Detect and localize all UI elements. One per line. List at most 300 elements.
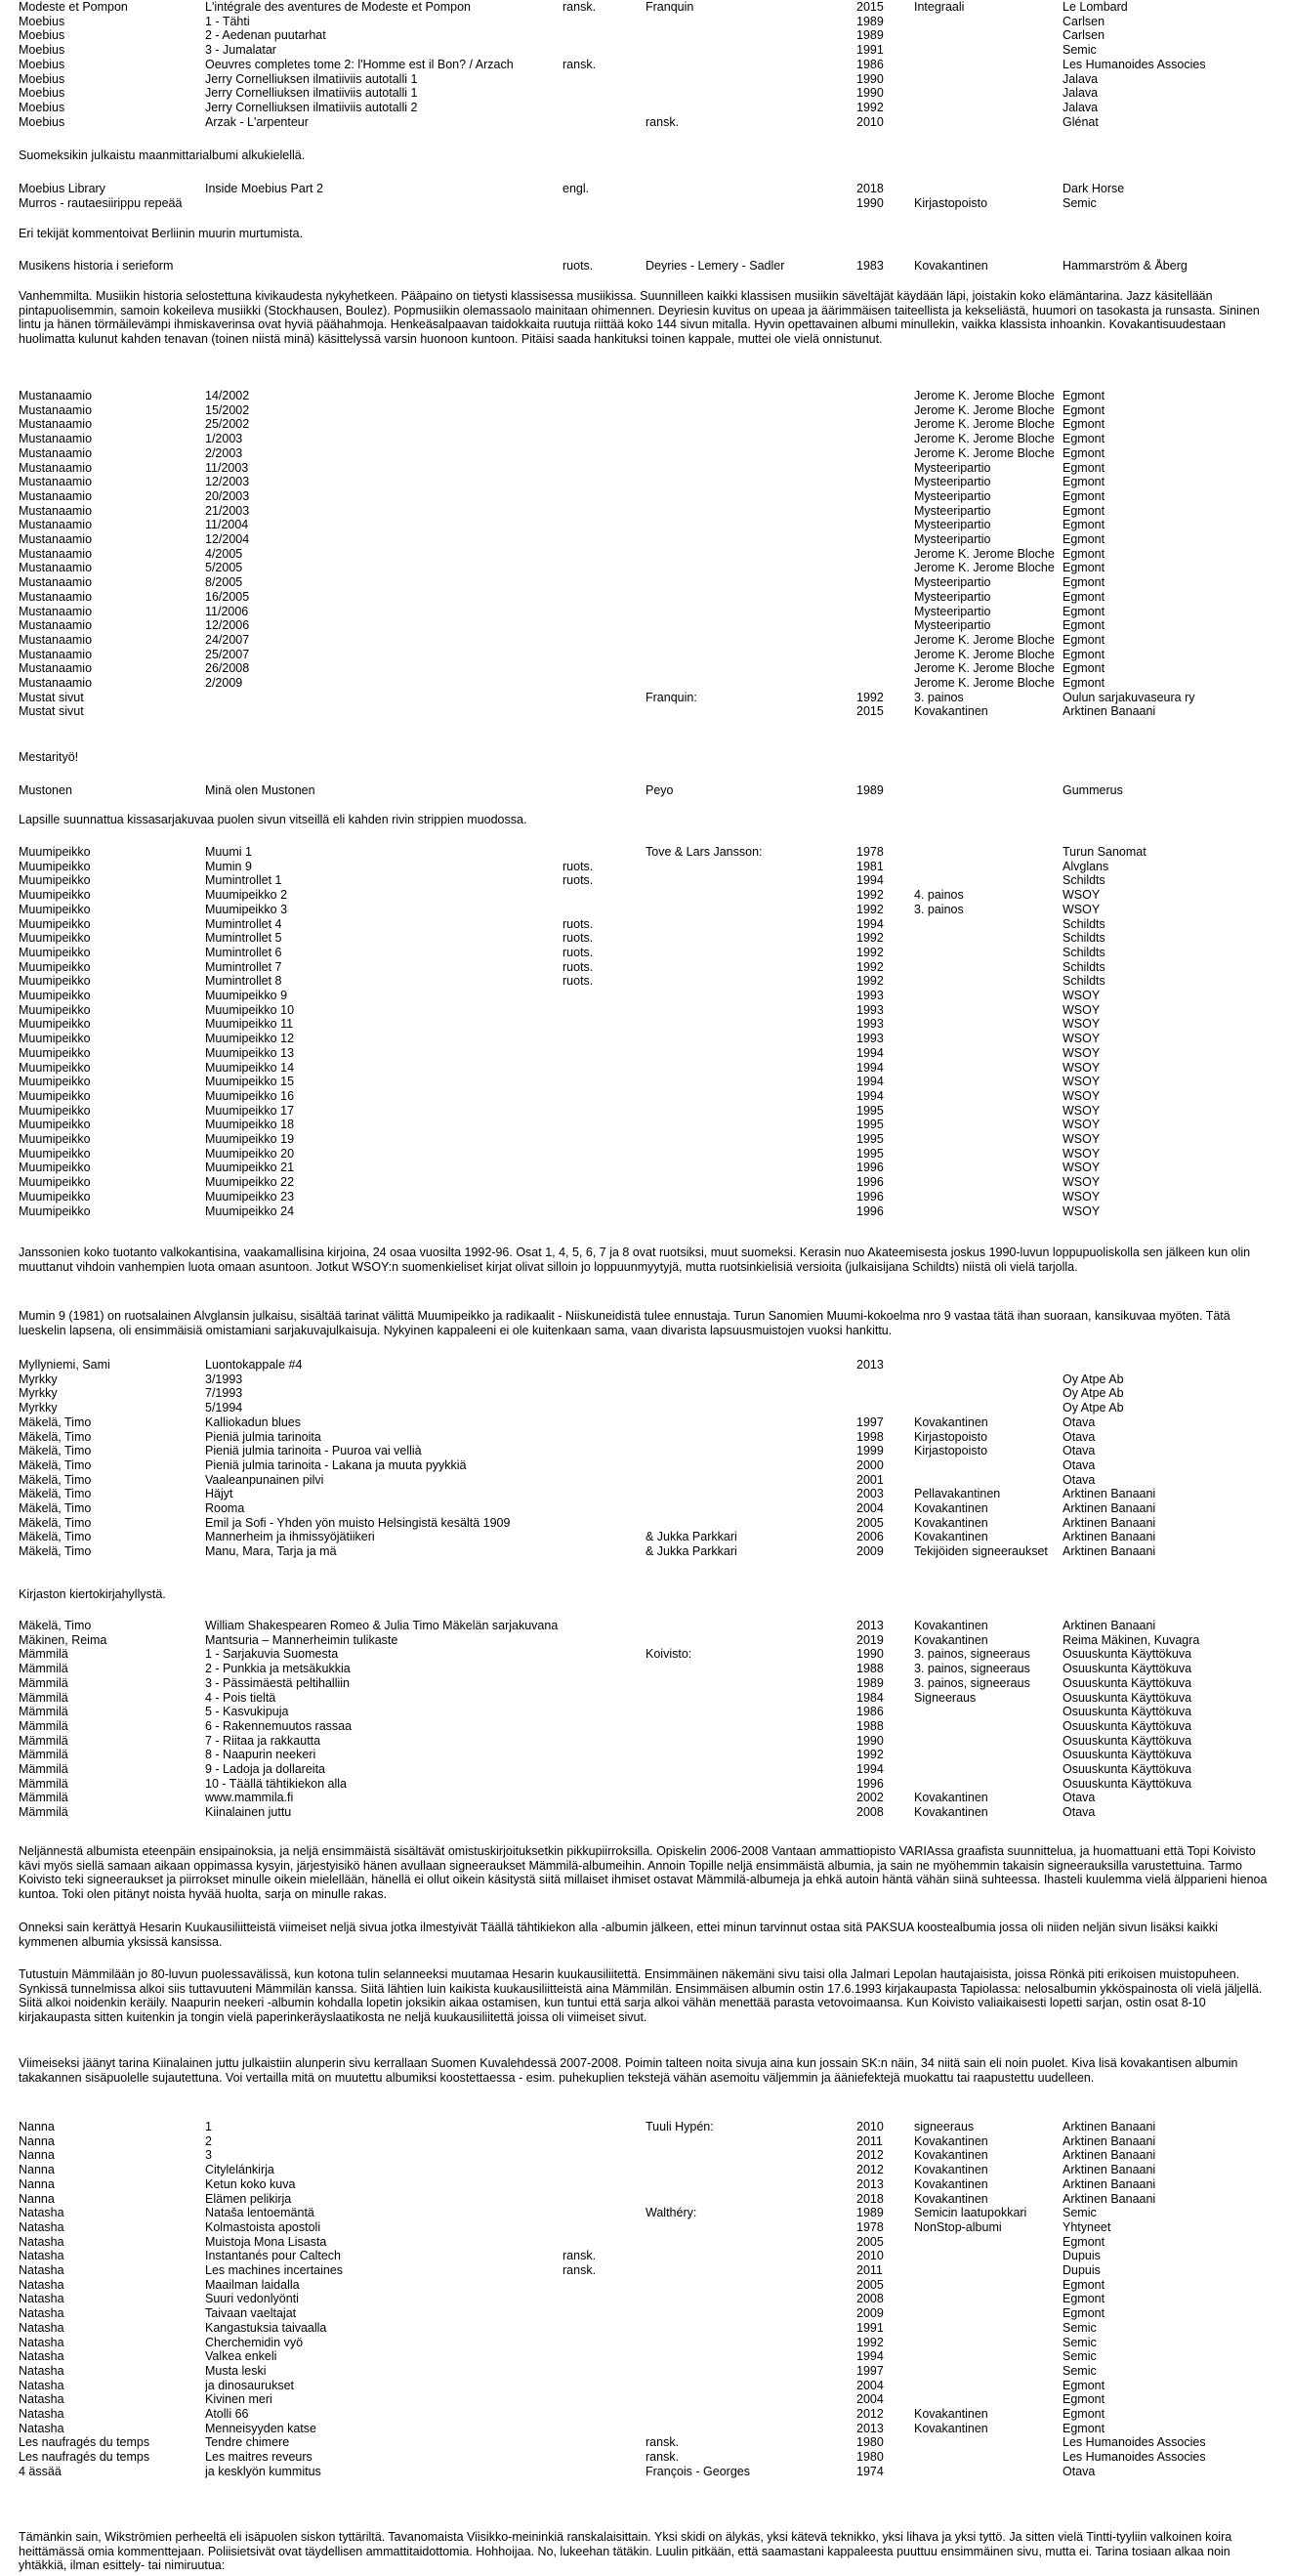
table-cell [914,946,1063,960]
table-cell [646,2263,856,2278]
table-cell: Moebius [19,86,65,101]
table-cell: Kovakantinen [914,1501,988,1516]
table-cell: Semic [1063,195,1097,210]
table-cell: Mämmilä [19,1705,68,1719]
table-cell: 1996 [856,1189,884,1204]
table-cell [563,446,646,461]
table-cell: 1992 [856,1748,884,1762]
table-cell: Moebius [19,114,65,129]
table-cell: Yhtyneet [1063,2219,1111,2234]
table-cell [914,845,1063,860]
table-cell [563,575,646,590]
table-cell: Muistoja Mona Lisasta [205,2234,327,2249]
table-cell [856,661,914,676]
table-row [19,417,1278,432]
table-cell: 1990 [856,71,884,86]
table-cell [646,989,856,1003]
table-row [19,2379,1278,2393]
table-cell: Mäkelä, Timo [19,1619,92,1632]
table-cell [646,1676,856,1691]
table-cell: Muumipeikko [19,1146,91,1161]
table-row [19,917,1278,932]
table-cell: Egmont [1063,488,1105,503]
table-cell [914,1748,1063,1762]
table-cell: 3. painos [914,690,964,704]
table-cell: Mustanaamio [19,475,93,489]
table-cell [914,1762,1063,1777]
table-cell: Pieniä julmia tarinoita [205,1429,321,1444]
table-cell [646,2134,856,2149]
table-row [19,15,1278,29]
table-cell: ransk. [646,2450,680,2465]
table-cell [646,86,856,101]
table-cell: Muumipeikko [19,873,91,888]
table-row [19,2336,1278,2350]
table-cell: 2015 [856,704,884,719]
table-cell: 11/2004 [205,518,249,532]
table-row [19,1386,1278,1401]
table-cell: Semic [1063,2206,1097,2220]
table-row [19,989,1278,1003]
table-cell [914,101,1063,115]
table-cell: Muumipeikko 21 [205,1161,295,1175]
table-cell: Koivisto: [646,1647,692,1662]
table-row [19,605,1278,619]
table-cell [646,860,856,874]
table-cell: 1/2003 [205,432,243,446]
table-cell: ransk. [646,2435,680,2450]
table-cell: Kovakantinen [914,2191,988,2206]
table-cell [914,2321,1063,2336]
table-cell [914,1401,1063,1415]
table-cell: Muumipeikko 24 [205,1204,295,1218]
table-row [19,2306,1278,2321]
table-cell: Kovakantinen [914,2176,988,2191]
table-cell: ruots. [563,259,594,273]
table-row [19,461,1278,476]
table-cell: Franquin [646,0,694,14]
table-cell: Les machines incertaines [205,2263,344,2278]
table-cell [563,1444,646,1458]
table-cell: 1995 [856,1118,884,1132]
table-cell: Nanna [19,2176,55,2191]
table-cell: Myrkky [19,1401,58,1415]
table-cell: 1997 [856,2363,884,2378]
table-cell: WSOY [1063,1189,1101,1204]
table-cell: 1992 [856,100,884,114]
note-paragraph: Onneksi sain kerättyä Hesarin Kuukausiliitteistä viimeiset neljä sivua jotka ilmestyivät Täällä tähtikiekon alla -albumin jälkeen, ettei minun tarvinnut ostaa sitä PAKSUA koostealbumia jossa oli niiden neljän sivun lisäksi kaikki kymmenen albumia yksissä kansissa. [19,1921,1218,1949]
table-row [19,2163,1278,2177]
collection-table [19,2120,1278,2479]
table-cell: Mäkelä, Timo [19,1544,92,1559]
table-cell: 1992 [856,902,884,916]
table-cell [563,1017,646,1032]
table-cell [914,1473,1063,1488]
table-cell: Arktinen Banaani [1063,2176,1156,2191]
table-cell [563,1762,646,1777]
table-row [19,432,1278,446]
table-row [19,1204,1278,1219]
table-cell [563,1748,646,1762]
table-cell: Egmont [1063,575,1105,590]
table-cell [646,561,856,575]
table-cell: Mustanaamio [19,503,93,518]
table-cell [563,676,646,691]
table-cell [646,28,856,43]
table-row [19,2220,1278,2235]
table-cell: Egmont [1063,445,1105,460]
table-cell: Reima Mäkinen, Kuvagra [1063,1632,1200,1647]
table-cell [563,1358,646,1372]
table-cell: 4. painos [914,888,964,903]
table-cell [856,532,914,547]
table-cell: Mustanaamio [19,589,93,604]
table-cell: Nanna [19,2120,55,2133]
table-cell [563,86,646,101]
table-cell [914,917,1063,932]
table-row [19,1619,1278,1633]
table-row [19,2392,1278,2407]
table-cell: Les naufragés du temps [19,2435,150,2450]
table-row [19,532,1278,547]
collection-table [19,182,1278,210]
table-cell: Menneisyyden katse [205,2421,316,2435]
table-cell: 2003 [856,1487,884,1501]
table-cell: Mäkelä, Timo [19,1429,92,1444]
table-cell [914,2379,1063,2393]
table-cell [914,873,1063,888]
table-cell: 3. painos, signeeraus [914,1662,1030,1676]
table-cell: ransk. [563,2249,597,2263]
table-cell: Egmont [1063,618,1105,633]
table-cell: 14/2002 [205,389,250,402]
table-cell [646,676,856,691]
table-cell: ransk. [563,2263,597,2278]
table-cell [646,633,856,648]
table-cell: Jerome K. Jerome Bloche [914,546,1055,561]
table-cell: 2010 [856,2249,884,2263]
table-cell [205,196,563,211]
table-cell: Inside Moebius Part 2 [205,182,323,195]
table-cell: Egmont [1063,432,1105,446]
table-cell [914,1175,1063,1190]
table-cell [646,1791,856,1805]
table-cell [646,1061,856,1076]
table-cell: Oulun sarjakuvaseura ry [1063,690,1195,704]
table-cell: Valkea enkeli [205,2349,277,2364]
table-cell: 2008 [856,2292,884,2306]
collection-table [19,0,1278,129]
table-cell: 1992 [856,2335,884,2349]
table-cell [646,2235,856,2250]
table-cell: Taivaan vaeltajat [205,2306,297,2321]
table-cell: Mäkelä, Timo [19,1530,92,1544]
table-cell [563,1190,646,1204]
table-cell: Kalliokadun blues [205,1415,301,1429]
table-cell: Mysteeripartio [914,589,991,604]
table-cell [914,1132,1063,1147]
table-cell [563,1458,646,1473]
table-cell [914,2263,1063,2278]
table-cell [914,2292,1063,2306]
table-cell [646,1132,856,1147]
table-cell: Osuuskunta Käyttökuva [1063,1748,1192,1762]
table-cell [563,1075,646,1089]
table-cell: Muumipeikko [19,1060,91,1075]
table-row [19,2235,1278,2250]
table-cell [563,1487,646,1501]
table-row [19,2177,1278,2192]
table-cell: Tendre chimere [205,2435,290,2450]
table-cell: 3 [205,2148,212,2163]
table-cell [646,1430,856,1445]
table-row [19,2422,1278,2436]
table-cell: 1993 [856,1002,884,1017]
table-cell: 1978 [856,2219,884,2234]
table-cell [646,1104,856,1119]
table-cell [205,259,563,274]
table-cell: Manu, Mara, Tarja ja mä [205,1544,337,1559]
table-cell: 2009 [856,1544,884,1559]
table-cell: Myrkky [19,1372,58,1386]
table-cell: Ketun koko kuva [205,2176,296,2191]
table-cell [646,2192,856,2207]
table-cell [914,1458,1063,1473]
table-cell [646,1719,856,1734]
table-cell: 12/2003 [205,475,250,489]
table-row [19,1372,1278,1387]
table-cell [646,2349,856,2364]
table-cell: Mäkelä, Timo [19,1472,92,1487]
table-cell: 2004 [856,2392,884,2407]
table-cell: Muumipeikko [19,859,91,873]
note-paragraph: Janssonien koko tuotanto valkokantisina, vaakamallisina kirjoina, 24 osaa vuosilta 1992-96. Osat 1, 4, 5, 6, 7 ja 8 ovat ruotsiksi, muut suomeksi. Kerasin nuo Akateemisesta joskus 1990-luvun loppupuoliskolla sen jälkeen kun olin muuttanut vihdoin vanhempien luota omaan asuntoon. Jotkut WSOY:n suomenkieliset kirjat olivat silloin jo loppuunmyytyjä, mutta ruotsinkielisiä versioita (julkaisijana Schildts) niistä oli vielä tarjolla. [19,1246,1251,1274]
table-row [19,1633,1278,1648]
table-cell [563,475,646,489]
table-cell [563,547,646,562]
table-cell: ransk. [563,57,597,71]
table-row [19,783,1278,798]
table-cell: Kirjastopoisto [914,1429,988,1444]
table-cell: 24/2007 [205,632,250,647]
table-cell: 20/2003 [205,488,250,503]
table-cell: 1992 [856,974,884,989]
table-cell [646,618,856,633]
table-cell [563,618,646,633]
table-cell: Muumipeikko 10 [205,1002,295,1017]
table-cell: 1980 [856,2435,884,2450]
table-cell [646,1204,856,1219]
table-cell [914,2435,1063,2450]
table-cell: ruots. [563,931,594,946]
table-cell: 1988 [856,1718,884,1733]
table-cell [563,1676,646,1691]
table-cell [646,1444,856,1458]
table-cell: Tekijöiden signeeraukset [914,1544,1048,1559]
table-cell: Arktinen Banaani [1063,1501,1156,1516]
table-cell [914,1017,1063,1032]
table-cell: 2012 [856,2148,884,2163]
table-cell [563,2435,646,2450]
table-cell: Mämmilä [19,1647,68,1662]
table-cell: 1989 [856,14,884,28]
table-row [19,1501,1278,1516]
table-cell [646,58,856,72]
table-cell [646,960,856,975]
table-cell: Dupuis [1063,2263,1101,2278]
table-cell: Cherchemidin vyö [205,2335,304,2349]
table-cell [563,532,646,547]
table-cell: 1999 [856,1444,884,1458]
table-cell: 1980 [856,2450,884,2465]
table-cell [646,575,856,590]
table-cell: Tove & Lars Jansson: [646,845,763,859]
table-cell: Gummerus [1063,783,1123,797]
table-row [19,86,1278,101]
table-cell [563,2134,646,2149]
table-cell: Muumipeikko [19,945,91,959]
table-cell: ransk. [563,0,597,14]
note-paragraph: Mumin 9 (1981) on ruotsalainen Alvglansin julkaisu, sisältää tarinat välittä Muumipeikko ja radikaalit - Niiskuneidistä tulee ennustaja. Turun Sanomien Muumi-kokoelma nro 9 vastaa tätä ihan suoraan, kansikuvaa myöten. Tätä lueskelin lapsena, oli ensimmäisiä omistamiani sarjakuvajulkaisuja. Nykyinen kappaleeni ei ole kuitenkaan sama, vaan divarista lapsuusmuistojen vuoksi hankittu. [19,1309,1230,1337]
table-cell: Muumipeikko [19,931,91,946]
table-cell [646,2336,856,2350]
table-row [19,1748,1278,1762]
table-cell: Kiinalainen juttu [205,1805,292,1820]
table-cell: 2019 [856,1632,884,1647]
table-cell [563,1046,646,1061]
table-cell: 2013 [856,2176,884,2191]
table-row [19,2192,1278,2207]
table-cell [646,1705,856,1719]
table-cell [563,2278,646,2293]
table-cell [914,2336,1063,2350]
table-cell: 1983 [856,259,884,273]
table-cell: 2010 [856,2120,884,2133]
table-cell: 1994 [856,1060,884,1075]
table-cell: ruots. [563,859,594,873]
table-cell: Kovakantinen [914,2163,988,2177]
table-row [19,2249,1278,2263]
table-cell [856,547,914,562]
table-cell: 1990 [856,195,884,210]
table-cell [563,1647,646,1662]
table-cell: ruots. [563,974,594,989]
table-cell [856,504,914,519]
table-cell [646,43,856,58]
table-row [19,1430,1278,1445]
table-cell: WSOY [1063,1075,1101,1089]
table-cell: 2006 [856,1530,884,1544]
table-cell: & Jukka Parkkari [646,1530,737,1544]
table-cell: Oeuvres completes tome 2: l'Homme est il Bon? / Arzach [205,57,514,71]
table-cell [563,1501,646,1516]
table-cell: Mannerheim ja ihmissyöjätiikeri [205,1530,375,1544]
table-cell: Arktinen Banaani [1063,1619,1156,1632]
table-row [19,903,1278,917]
table-cell: & Jukka Parkkari [646,1544,737,1559]
table-cell: 1993 [856,1017,884,1032]
table-cell [646,1089,856,1104]
table-cell: Natasha [19,2263,64,2278]
table-cell: Peyo [646,783,674,797]
table-row [19,1003,1278,1018]
table-cell [856,605,914,619]
table-cell: Nataša lentoemäntä [205,2206,314,2220]
table-cell [563,605,646,619]
table-cell [646,2306,856,2321]
table-cell [856,417,914,432]
table-cell: Moebius [19,57,65,71]
table-cell [646,1032,856,1046]
table-cell [646,1175,856,1190]
table-row [19,1190,1278,1204]
table-cell [563,783,646,798]
table-cell [563,1401,646,1415]
collection-table [19,1619,1278,1820]
table-cell: Natasha [19,2349,64,2364]
table-cell: Natasha [19,2234,64,2249]
table-cell [646,15,856,29]
table-cell: Natasha [19,2335,64,2349]
table-cell: 2005 [856,1515,884,1530]
table-cell: Mumintrollet 8 [205,974,282,989]
table-cell: Semic [1063,43,1097,58]
table-cell [563,1516,646,1531]
table-cell [563,1544,646,1559]
note-paragraph: Vanhemmilta. Musiikin historia selostettuna kivikaudesta nykyhetkeen. Pääpaino on tietysti klassisessa musiikissa. Suunnilleen kaikki klassisen musiikin säveltäjät käydään läpi, joistakin koko elämäntarina. Jazz käsitellään pintapuolisemmin, samoin kokeileva musiikki (Stockhausen, Boulez). Popmusiikin olemassaolo mainitaan ohimennen. Deyriesin kuvitus on upeaa ja äärimmäisen taiteellista ja kekseliästä, huumori on tasokasta ja runsasta. Sininen lintu ja hänen törmäilevämpi ihmiskaverinsa ovat hyviä päähahmoja. Henkeäsalpaavan taidokkaita ruutuja riittää koko 144 sivun mitalla. Hyvin opettavainen albumi minullekin, vaikka klassista inhoankin. Kovakantisuudestaan huolimatta kulunut kahden tenavan (toinen niistä minä) käsittelyssä varsin huonoon kuntoon. Pitäisi saada hankituksi toinen kappale, muttei ole vielä onnistunut. [19,289,1260,347]
table-cell: Mysteeripartio [914,618,991,633]
table-cell: ransk. [646,114,680,129]
table-row [19,259,1278,274]
table-cell [646,2407,856,2422]
table-cell: Muumipeikko [19,845,91,859]
table-row [19,873,1278,888]
note-paragraph: Neljännestä albumista eteenpäin ensipainoksia, ja neljä ensimmäistä sisältävät omistuskirjoituksetkin pikkupiirroksilla. Opiskelin 2006-2008 Vantaan ammattiopisto VARIAssa graafista suunnittelua, ja huomattuani että Topi Koivisto kävi myös siellä samaan aikaan oppimassa kysyin, järjestyisikö hänen avullaan signeeraukset Mämmilä-albumeihin. Annoin Topille neljä ensimmäistä albumia, ja sain ne myöhemmin takaisin signeerauksilla varustettuina. Tarmo Koivisto teki signeeraukset ja piirrokset minulle oikein mielellään, hänellä ei ollut oikein käsitystä siitä millaiset ihmiset ostavat Mämmilä-albumeja ja ehkä autoin häntä vähän siinä suhteessa. Ihasteli kuulemma vielä älpparieni hienoa kuntoa. Toki olen pitänyt noista hyvää huolta, sarja on minulle rakas. [19,1844,1268,1902]
table-cell: 2013 [856,1358,884,1372]
table-row [19,1458,1278,1473]
table-cell: Nanna [19,2148,55,2163]
table-cell: Nanna [19,2191,55,2206]
table-row [19,590,1278,605]
table-cell [646,1516,856,1531]
table-cell [914,1118,1063,1132]
table-cell [646,475,856,489]
collection-table [19,1358,1278,1559]
table-cell [563,1161,646,1175]
table-cell [646,1118,856,1132]
table-cell [646,2278,856,2293]
table-cell [914,2306,1063,2321]
table-cell [563,1734,646,1749]
table-cell: Arzak - L'arpenteur [205,114,309,129]
table-cell: Otava [1063,1415,1096,1429]
table-cell: Mämmilä [19,1805,68,1820]
table-cell: WSOY [1063,902,1101,916]
table-cell: Musikens historia i serieform [19,259,174,273]
table-cell: Jerome K. Jerome Bloche [914,432,1055,446]
table-row [19,648,1278,662]
note-paragraph: Tutustuin Mämmilään jo 80-luvun puolessavälissä, kun kotona tulin selanneeksi muutamaa Hesarin kuukausiliitettä. Ensimmäinen näkemäni sivu taisi olla Jalmari Lepolan hautajaisista, joissa Rönkä piti erikoisen muistopuheen. Synkissä tunnelmissa alkoi siis tuttavuuteni Mämmilän kanssa. Siitä lähtien luin kaikista kuukausiliitteistä aina Mämmilän. Ensimmäisen albumin ostin 17.6.1993 kirjakaupasta Tapiolassa: nelosalbumin ykköspainosta oli vielä jäljellä. Siitä alkoi noidenkin keräily. Naapurin neekeri -albumin kohdalla lopetin joksikin aikaa ostamisen, kun tuntui että sarja alkoi vähän menettää parasta vetovoimaansa. Kun Koivisto valiaikaisesti lopetti sarjan, ostin osat 8-10 kirjakaupasta sitten kuitenkin ja tongin vielä paperinkeräyslaatikosta ne neljä kuukausiliitettä joissa oli viimeiset sivut. [19,1967,1263,2025]
table-cell: Muumipeikko [19,974,91,989]
table-cell: Jerome K. Jerome Bloche [914,402,1055,417]
table-cell: 2/2003 [205,445,243,460]
table-cell [563,1430,646,1445]
table-cell: Mantsuria – Mannerheimin tulikaste [205,1632,398,1647]
table-cell: 2/2009 [205,676,243,691]
table-cell: Jerry Cornelliuksen ilmatiiviis autotalli 1 [205,86,418,101]
table-cell: Mustanaamio [19,532,93,547]
table-cell: Natasha [19,2392,64,2407]
